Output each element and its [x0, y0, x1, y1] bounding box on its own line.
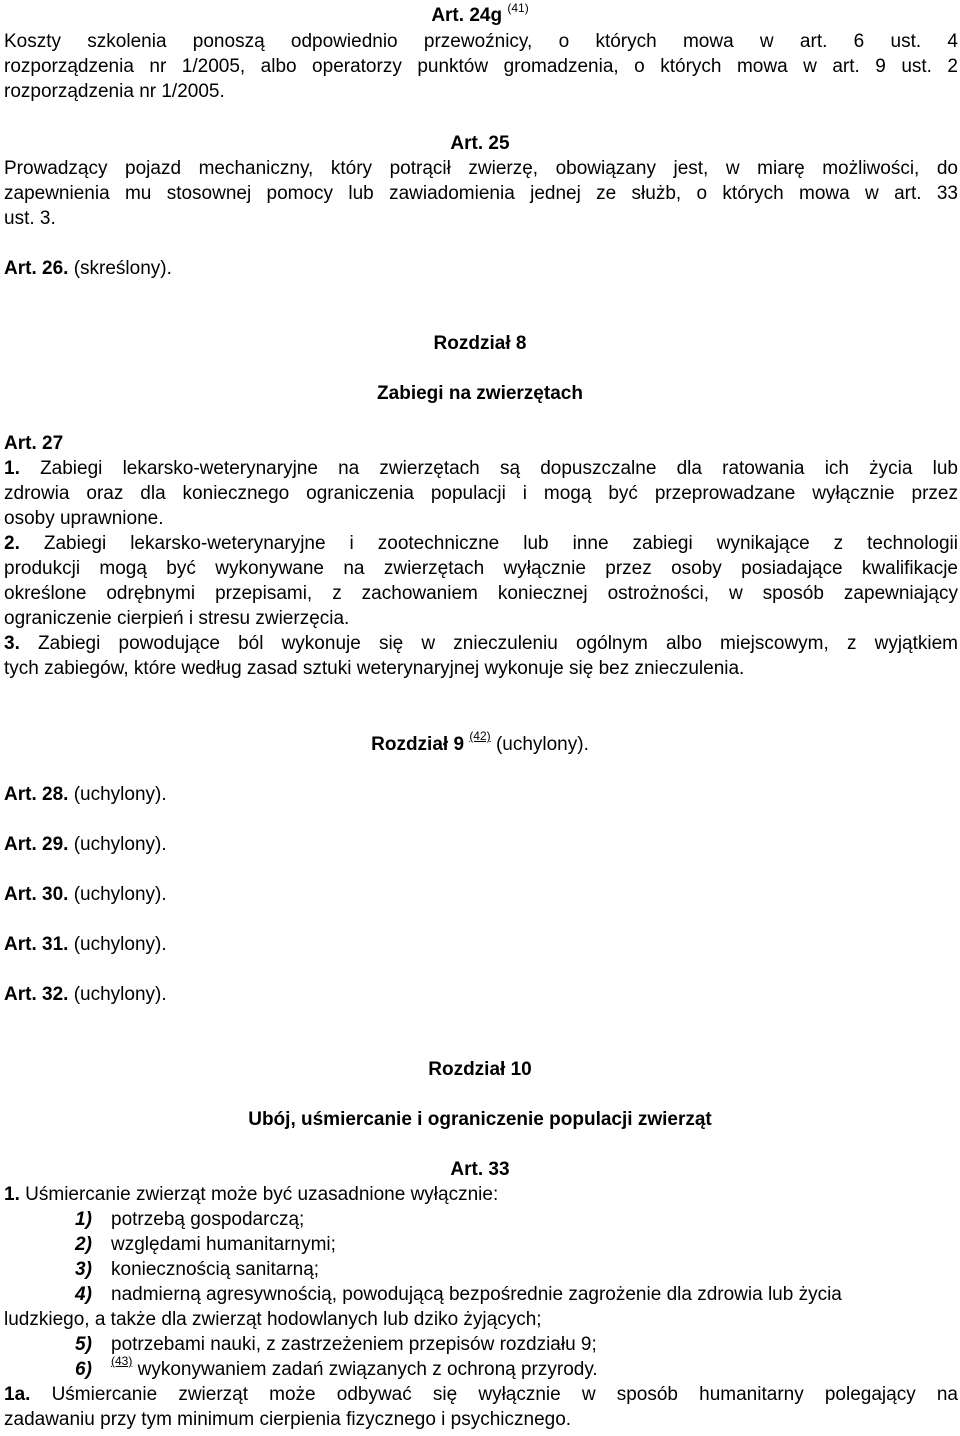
chapter9-footnote-link[interactable]: (42) — [469, 729, 491, 743]
art27-p3-line-2: tych zabiegów, które według zasad sztuki weterynaryjnej wykonuje się bez znieczulenia. — [4, 658, 745, 679]
art24g-line-1: Koszty szkolenia ponoszą odpowiednio przewoźnicy, o których mowa w art. 6 ust. 4 — [4, 31, 958, 52]
chapter9-heading — [0, 729, 960, 757]
art33-p1-num: 1. — [4, 1184, 20, 1205]
art33-item-1: 1) potrzebą gospodarczą; — [75, 1209, 305, 1230]
chapter10-subtitle: Ubój, uśmiercanie i ograniczenie populacji zwierząt — [248, 1109, 712, 1130]
art33-p1a-line-1: 1a. Uśmiercanie zwierząt może odbywać się wyłącznie w sposób humanitarny polegający na — [4, 1384, 958, 1405]
art24g-line-3: rozporządzenia nr 1/2005. — [4, 81, 225, 102]
art28: Art. 28. (uchylony). — [4, 784, 167, 805]
art30: Art. 30. (uchylony). — [4, 884, 167, 905]
art25-line-3: ust. 3. — [4, 208, 56, 229]
chapter9-text: (uchylony). — [495, 734, 589, 755]
art27-p2-line-3: określone odrębnymi przepisami, z zachowaniem koniecznej ostrożności, w sposób zapewniający — [4, 583, 958, 604]
art33-item-4-continued: ludzkiego, a także dla zwierząt hodowlanych lub dziko żyjących; — [4, 1309, 542, 1330]
art24g-line-2: rozporządzenia nr 1/2005, albo operatorzy punktów gromadzenia, o których mowa w art. 9 ust. 2 — [4, 56, 958, 77]
art24g-footnote-ref[interactable]: (41) — [507, 1, 529, 15]
art33-item-2: 2) względami humanitarnymi; — [75, 1234, 336, 1255]
art27-title: Art. 27 — [4, 433, 64, 454]
art27-p2-line-4: ograniczenie cierpień i stresu zwierzęcia. — [4, 608, 350, 629]
art26-title: Art. 26. — [4, 258, 69, 279]
art25-line-2: zapewnienia mu stosownej pomocy lub zawiadomienia jednej ze służb, o których mowa w art. 33 — [4, 183, 958, 204]
art25-heading — [0, 131, 960, 156]
art33-item-5: 5) potrzebami nauki, z zastrzeżeniem przepisów rozdziału 9; — [75, 1334, 597, 1355]
art24g-title: Art. 24g — [431, 5, 503, 26]
art27-p2-num: 2. — [4, 533, 20, 554]
art27-p1-line-3: osoby uprawnione. — [4, 508, 164, 529]
chapter8-title: Rozdział 8 — [433, 333, 527, 354]
art33-title: Art. 33 — [450, 1159, 510, 1180]
art33-item-4: 4) nadmierną agresywnością, powodującą bezpośrednie zagrożenie dla zdrowia lub życia — [75, 1284, 842, 1305]
art33-item-6: 6) $^{(43)}$ wykonywaniem zadań związanych z ochroną przyrody. — [75, 1354, 598, 1380]
art26-text: (skreślony). — [73, 258, 172, 279]
art27-p1-num: 1. — [4, 458, 20, 479]
art33-p1: 1. Uśmiercanie zwierząt może być uzasadnione wyłącznie: — [4, 1184, 499, 1205]
art25-title: Art. 25 — [450, 133, 510, 154]
art33-p1a-num: 1a. — [4, 1384, 31, 1405]
art27-p2-line-2: produkcji mogą być wykonywane na zwierzętach wyłącznie przez osoby posiadające kwalifikacje — [4, 558, 958, 579]
art27-p3-num: 3. — [4, 633, 20, 654]
chapter10-title: Rozdział 10 — [428, 1059, 532, 1080]
art32: Art. 32. (uchylony). — [4, 984, 167, 1005]
chapter9-title: Rozdział 9 — [371, 734, 465, 755]
art27-p1-line-1: 1. Zabiegi lekarsko-weterynaryjne na zwierzętach są dopuszczalne dla ratowania ich życia lub — [4, 458, 958, 479]
art33-item-3: 3) koniecznością sanitarną; — [75, 1259, 320, 1280]
art33-p1a-line-2: zadawaniu przy tym minimum cierpienia fizycznego i psychicznego. — [4, 1409, 572, 1430]
art25-line-1: Prowadzący pojazd mechaniczny, który potrącił zwierzę, obowiązany jest, w miarę możliwości, do — [4, 158, 958, 179]
art26 — [4, 256, 958, 281]
art27-p1-line-2: zdrowia oraz dla koniecznego ograniczenia populacji i mogą być przeprowadzane wyłącznie przez — [4, 483, 958, 504]
art29: Art. 29. (uchylony). — [4, 834, 167, 855]
art27-p2-line-1: 2. Zabiegi lekarsko-weterynaryjne i zootechniczne lub inne zabiegi wynikające z technologii — [4, 533, 959, 554]
art27-p3-line-1: 3. Zabiegi powodujące ból wykonuje się w znieczuleniu ogólnym albo miejscowym, z wyjątkiem — [4, 633, 959, 654]
art24g-heading — [0, 3, 960, 28]
art33-item-6-footnote-link[interactable]: (43) — [111, 1354, 133, 1368]
chapter8-subtitle: Zabiegi na zwierzętach — [377, 383, 583, 404]
art31: Art. 31. (uchylony). — [4, 934, 167, 955]
